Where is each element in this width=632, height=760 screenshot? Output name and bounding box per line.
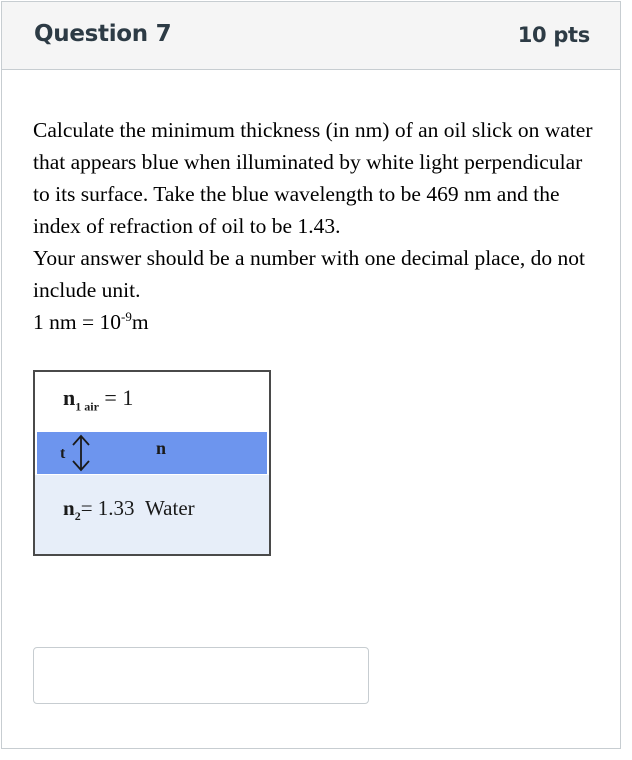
thickness-label: t (60, 445, 66, 462)
conversion-exponent: -9 (120, 308, 132, 324)
thin-film-diagram (33, 370, 271, 556)
answer-input[interactable] (33, 647, 369, 704)
water-n-symbol: n (63, 496, 75, 520)
question-points: 10 pts (517, 23, 590, 47)
conversion-unit: m (131, 310, 149, 334)
question-text (33, 114, 598, 338)
question-instructions: Your answer should be a number with one decimal place, do not include unit. (33, 246, 585, 302)
air-n-subscript: 1 air (75, 399, 99, 414)
conversion-base: 1 nm = 10 (33, 310, 121, 334)
oil-index-label: n (156, 438, 167, 458)
double-arrow-icon (70, 433, 92, 473)
water-index-label (63, 496, 195, 524)
water-n-subscript: 2 (74, 509, 81, 524)
air-n-value: = 1 (98, 385, 134, 410)
question-title: Question 7 (34, 21, 172, 47)
question-prompt: Calculate the minimum thickness (in nm) of an oil slick on water that appears blue when illuminated by white light perpendicular to its surface. Take the blue wavelength to be 469 nm and the index of refraction of oil to be 1.43. (33, 118, 593, 238)
air-n-symbol: n (63, 385, 76, 410)
water-n-value: = 1.33 (80, 496, 135, 520)
air-index-label (63, 385, 133, 414)
question-header (2, 2, 620, 70)
unit-conversion (33, 306, 598, 338)
water-label: Water (145, 496, 195, 520)
